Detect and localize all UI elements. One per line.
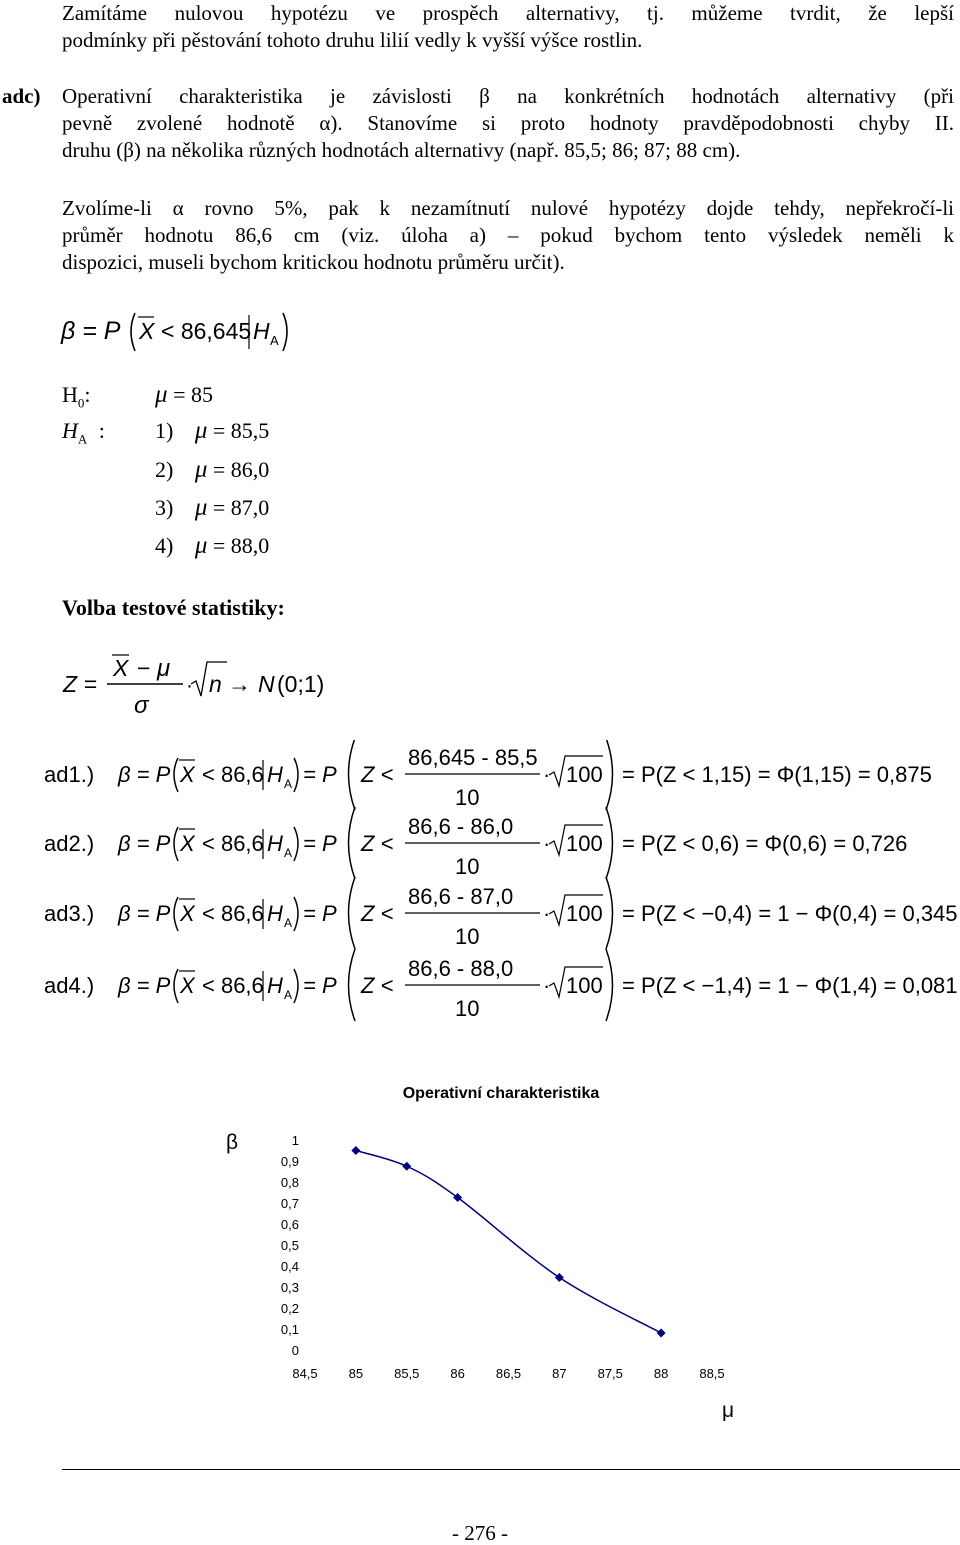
ad-x: X <box>180 762 195 787</box>
svg-text:A: A <box>284 777 293 791</box>
ad-row-4 <box>44 949 958 1021</box>
ad-label: ad3.) <box>44 901 95 926</box>
svg-text:Z <: Z < <box>361 901 394 926</box>
ad-formulas <box>0 740 960 1040</box>
data-point-1 <box>351 1146 360 1155</box>
zvolime-line-3: dispozici, museli bychom kritickou hodnotu průměru určit). <box>62 250 565 274</box>
intro-paragraph <box>62 0 954 54</box>
adc-paragraph <box>62 83 954 164</box>
series-line <box>356 1151 661 1333</box>
svg-text:n: n <box>209 671 222 697</box>
footer-divider <box>62 1469 960 1470</box>
beta-x: X <box>139 318 155 344</box>
h0-label: H <box>62 382 78 407</box>
ad-beta: β = P <box>118 901 171 926</box>
svg-text:= P: = P <box>303 973 337 998</box>
chart-x-label: μ <box>721 1399 735 1422</box>
adc-line-1: Operativní charakteristika je závislosti β na konkrétních hodnotách alternativy (při <box>62 84 954 108</box>
svg-text:100: 100 <box>566 762 603 787</box>
ad-label: ad2.) <box>44 831 95 856</box>
ha-label: H <box>62 418 78 443</box>
ad-beta: β = P <box>118 762 171 787</box>
beta-h-sub: A <box>270 333 279 348</box>
svg-text:A: A <box>284 916 293 930</box>
ad-result: = P(Z < −1,4) = 1 − Φ(1,4) = 0,081 <box>622 973 958 998</box>
h0-mu: μ <box>155 381 168 408</box>
y-tick-label: 0 <box>291 1343 299 1358</box>
svg-text:100: 100 <box>566 831 603 856</box>
zvolime-paragraph <box>62 195 954 276</box>
y-tick-label: 0,3 <box>280 1280 299 1295</box>
svg-text:< 86,6: < 86,6 <box>202 973 264 998</box>
x-tick-label: 86 <box>450 1366 465 1381</box>
x-tick-label: 85,5 <box>394 1366 420 1381</box>
adc-label: adc) <box>2 84 41 108</box>
ad-denominator: 10 <box>455 854 480 879</box>
adc-line-2: pevně zvolené hodnotě α). Stanovíme si proto hodnoty pravděpodobnosti chyby II. <box>62 111 954 135</box>
svg-text:·: · <box>186 674 193 697</box>
ad-beta: β = P <box>118 973 171 998</box>
ha-item-3: 3) μ = 87,0 <box>155 494 270 521</box>
svg-text:< 86,6: < 86,6 <box>202 831 264 856</box>
svg-text:H: H <box>267 762 283 787</box>
ad-x: X <box>180 901 195 926</box>
y-tick-label: 0,4 <box>280 1259 299 1274</box>
svg-text:= P: = P <box>303 901 337 926</box>
ha-item-1: 1) μ = 85,5 <box>155 417 270 444</box>
z-statistic-formula <box>55 650 355 725</box>
svg-text:X: X <box>113 655 129 681</box>
adc-line-3: druhu (β) na několika různých hodnotách alternativy (např. 85,5; 86; 87; 88 cm). <box>62 138 741 162</box>
h0-row: $H_0$: <box>62 382 91 411</box>
beta-rel: < 86,645 <box>161 318 252 344</box>
intro-line-2: podmínky při pěstování tohoto druhu lilií vedly k vyšší výšce rostlin. <box>62 28 643 52</box>
svg-text:Z =: Z = <box>63 671 97 697</box>
svg-text:N: N <box>258 671 275 697</box>
svg-text:H: H <box>267 901 283 926</box>
ad-numerator: 86,6 - 87,0 <box>408 884 514 909</box>
zvolime-line-1: Zvolíme-li α rovno 5%, pak k nezamítnutí nulové hypotézy dojde tehdy, nepřekročí-li <box>62 196 954 220</box>
operating-characteristic-chart <box>180 1070 800 1430</box>
ad-x: X <box>180 831 195 856</box>
svg-text:·: · <box>543 973 551 998</box>
h0-value: = 85 <box>173 382 213 407</box>
ha-item-2: 2) μ = 86,0 <box>155 456 270 483</box>
ad-numerator: 86,645 - 85,5 <box>408 745 538 770</box>
ad-row-1 <box>44 740 932 810</box>
ad-denominator: 10 <box>455 924 480 949</box>
ad-numerator: 86,6 - 86,0 <box>408 814 514 839</box>
chart-y-label: β <box>225 1131 239 1154</box>
x-tick-label: 88,5 <box>699 1366 725 1381</box>
data-point-5 <box>657 1328 666 1337</box>
x-tick-label: 85 <box>348 1366 364 1381</box>
chart-title: Operativní charakteristika <box>402 1085 600 1102</box>
ha-item-4: 4) μ = 88,0 <box>155 532 270 559</box>
svg-text:H: H <box>267 973 283 998</box>
svg-text:·: · <box>543 831 551 856</box>
ad-beta: β = P <box>118 831 171 856</box>
y-tick-label: 0,7 <box>280 1196 299 1211</box>
svg-text:σ: σ <box>134 692 149 719</box>
intro-line-1: Zamítáme nulovou hypotézu ve prospěch alternativy, tj. můžeme tvrdit, že lepší <box>62 1 954 25</box>
y-tick-label: 1 <box>291 1133 299 1148</box>
svg-text:< 86,6: < 86,6 <box>202 762 264 787</box>
svg-text:·: · <box>543 901 551 926</box>
svg-text:= P: = P <box>303 762 337 787</box>
x-tick-label: 88 <box>653 1366 669 1381</box>
svg-text:Z <: Z < <box>361 973 394 998</box>
svg-text:·: · <box>543 762 551 787</box>
ad-denominator: 10 <box>455 996 480 1021</box>
y-tick-label: 0,1 <box>280 1322 299 1337</box>
svg-text:100: 100 <box>566 973 603 998</box>
ad-x: X <box>180 973 195 998</box>
ad-numerator: 86,6 - 88,0 <box>408 956 514 981</box>
beta-h: H <box>253 318 270 344</box>
ad-denominator: 10 <box>455 785 480 810</box>
x-tick-label: 87 <box>552 1366 567 1381</box>
ad-result: = P(Z < −0,4) = 1 − Φ(0,4) = 0,345 <box>622 901 958 926</box>
ad-result: = P(Z < 0,6) = Φ(0,6) = 0,726 <box>622 831 908 856</box>
zvolime-line-2: průměr hodnotu 86,6 cm (viz. úloha a) – pokud bychom tento výsledek neměli k <box>62 223 954 247</box>
svg-text:→: → <box>228 671 251 697</box>
y-tick-label: 0,2 <box>280 1301 299 1316</box>
data-point-2 <box>402 1162 411 1171</box>
beta-definition-formula <box>55 305 315 355</box>
h0-equation <box>155 381 213 409</box>
svg-text:H: H <box>267 831 283 856</box>
svg-text:100: 100 <box>566 901 603 926</box>
page-number: - 276 - <box>452 1521 508 1545</box>
y-tick-label: 0,8 <box>280 1175 299 1190</box>
svg-text:μ: μ <box>157 655 171 682</box>
y-tick-label: 0,6 <box>280 1217 299 1232</box>
svg-text:A: A <box>284 846 293 860</box>
ad-row-2 <box>44 807 907 879</box>
y-tick-label: 0,5 <box>280 1238 299 1253</box>
svg-text:(0;1): (0;1) <box>277 671 325 697</box>
svg-text:= P: = P <box>303 831 337 856</box>
svg-text:< 86,6: < 86,6 <box>202 901 264 926</box>
volba-heading: Volba testové statistiky: <box>62 595 285 620</box>
x-tick-label: 84,5 <box>292 1366 318 1381</box>
beta-lhs: β = P <box>61 317 121 345</box>
svg-text:Z <: Z < <box>361 831 394 856</box>
ad-result: = P(Z < 1,15) = Φ(1,15) = 0,875 <box>622 762 932 787</box>
x-tick-label: 87,5 <box>597 1366 623 1381</box>
ad-label: ad4.) <box>44 973 95 998</box>
data-point-4 <box>555 1273 564 1282</box>
ha-label-row: $H_A$ : <box>62 418 105 447</box>
y-tick-label: 0,9 <box>280 1154 299 1169</box>
svg-text:−: − <box>137 655 151 681</box>
ad-row-3 <box>44 877 958 949</box>
svg-text:Z <: Z < <box>361 762 394 787</box>
svg-text:A: A <box>284 988 293 1002</box>
ad-label: ad1.) <box>44 762 95 787</box>
x-tick-label: 86,5 <box>495 1366 522 1381</box>
